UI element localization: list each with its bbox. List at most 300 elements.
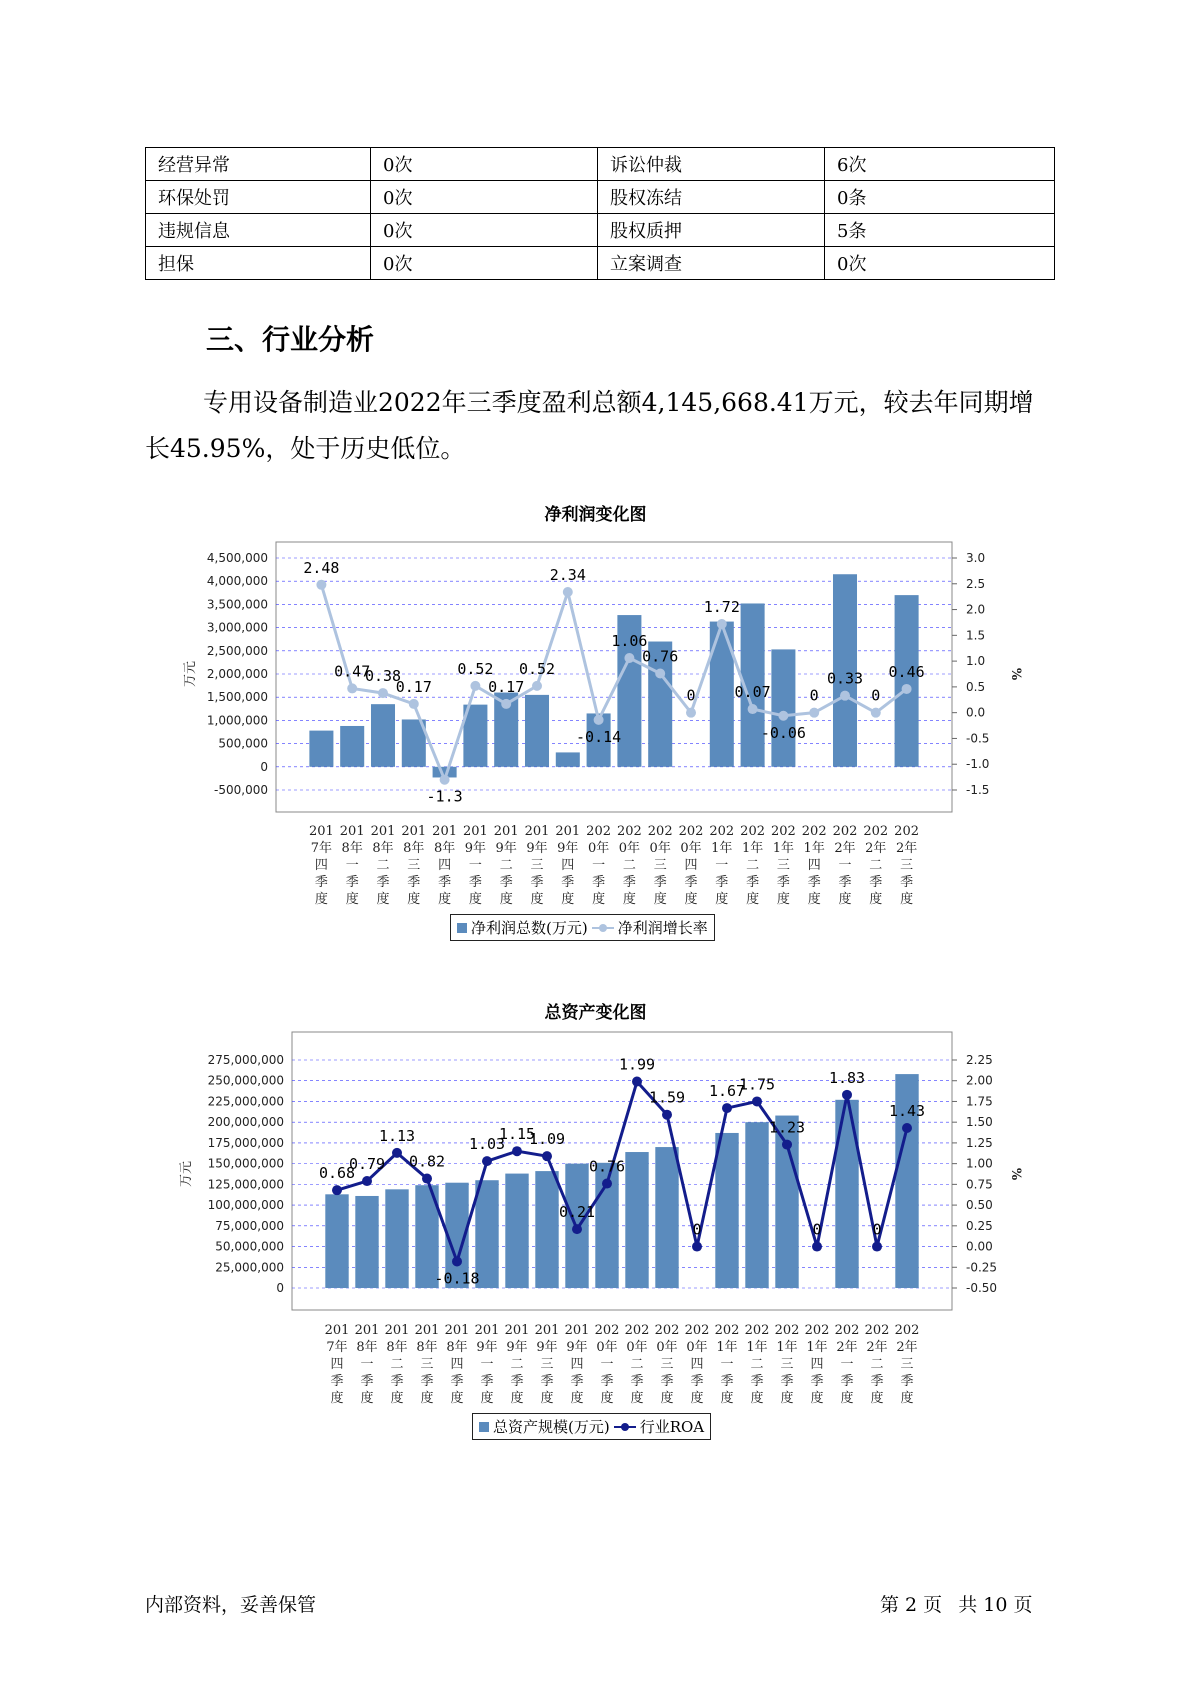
x-tick-label: 一 — [592, 858, 606, 873]
y2-tick-label: 1.00 — [966, 1156, 993, 1171]
x-tick-label: 季 — [840, 1374, 854, 1389]
x-tick-label: 季 — [653, 875, 667, 890]
table-cell: 0次 — [371, 148, 598, 181]
y-tick-label: 2,500,000 — [206, 643, 268, 658]
legend-label: 行业ROA — [639, 1418, 705, 1436]
bar — [625, 1152, 648, 1288]
y-tick-label: -500,000 — [214, 783, 268, 797]
legend-line-swatch — [614, 1422, 636, 1432]
x-tick-label: 201 — [474, 1323, 500, 1338]
table-row — [146, 214, 1055, 247]
data-label: -0.18 — [434, 1269, 480, 1288]
table-cell: 0次 — [371, 214, 598, 247]
data-label: 0 — [692, 1220, 702, 1239]
table-cell: 经营异常 — [146, 148, 371, 181]
table-cell: 股权质押 — [598, 214, 825, 247]
legend-line-swatch — [592, 923, 614, 933]
line-point — [316, 580, 326, 590]
data-label: 1.06 — [611, 632, 648, 651]
x-tick-label: 季 — [390, 1374, 404, 1389]
line-point — [778, 711, 788, 721]
y-tick-label: 3,000,000 — [206, 620, 268, 635]
x-tick-label: 202 — [684, 1323, 710, 1338]
y-tick-label: 4,500,000 — [206, 551, 268, 565]
x-tick-label: 二 — [622, 858, 636, 873]
chart-title: 总资产变化图 — [544, 1003, 647, 1023]
y2-tick-label: 2.5 — [966, 576, 986, 591]
x-tick-label: 度 — [900, 892, 914, 907]
x-tick-label: 度 — [499, 892, 513, 907]
line-point — [563, 587, 573, 597]
y2-axis-label: % — [1008, 667, 1023, 681]
x-tick-label: 202 — [647, 824, 673, 839]
x-tick-label: 一 — [838, 858, 852, 873]
y2-tick-label: -0.50 — [966, 1281, 998, 1295]
data-label: 1.72 — [703, 597, 740, 616]
line-point — [332, 1185, 342, 1195]
x-tick-label: 二 — [390, 1357, 404, 1372]
x-tick-label: 0年 — [649, 841, 671, 856]
x-tick-label: 季 — [630, 1374, 644, 1389]
x-tick-label: 201 — [414, 1323, 440, 1338]
data-label: 1.03 — [468, 1135, 506, 1154]
bar — [715, 1133, 738, 1288]
data-label: 0.38 — [364, 667, 402, 686]
x-tick-label: 度 — [480, 1391, 494, 1406]
y-tick-label: 1,000,000 — [206, 713, 268, 728]
x-tick-label: 季 — [376, 875, 390, 890]
table-cell: 诉讼仲裁 — [598, 148, 825, 181]
data-label: 0.52 — [457, 659, 494, 678]
x-tick-label: 季 — [420, 1374, 434, 1389]
data-label: 1.13 — [378, 1126, 416, 1145]
x-tick-label: 201 — [339, 824, 365, 839]
x-tick-label: 季 — [810, 1374, 824, 1389]
x-tick-label: 2年 — [896, 1340, 918, 1355]
x-tick-label: 季 — [499, 875, 513, 890]
bar — [745, 1122, 768, 1288]
x-tick-label: 201 — [384, 1323, 410, 1338]
data-label: 0.47 — [334, 662, 371, 681]
x-tick-label: 三 — [900, 1357, 914, 1372]
x-tick-label: 202 — [801, 824, 827, 839]
y-tick-label: 125,000,000 — [207, 1177, 284, 1192]
y2-axis-label: % — [1008, 1167, 1023, 1181]
x-tick-label: 度 — [900, 1391, 914, 1406]
x-tick-label: 2年 — [895, 841, 918, 856]
y-tick-label: 0 — [276, 1281, 284, 1295]
x-tick-label: 202 — [594, 1323, 620, 1338]
data-label: 0 — [871, 686, 881, 705]
x-tick-label: 度 — [570, 1391, 584, 1406]
x-tick-label: 201 — [324, 1323, 350, 1338]
data-label: 1.83 — [828, 1068, 866, 1087]
y2-tick-label: 1.25 — [966, 1135, 993, 1150]
line-point — [871, 708, 881, 718]
x-tick-label: 二 — [750, 1357, 764, 1372]
x-tick-label: 度 — [776, 892, 790, 907]
line-point — [470, 681, 480, 691]
table-cell: 5条 — [825, 214, 1055, 247]
x-tick-label: 度 — [807, 892, 821, 907]
data-label: 1.59 — [648, 1088, 686, 1107]
x-tick-label: 0年 — [618, 841, 641, 856]
x-tick-label: 202 — [894, 1323, 920, 1338]
x-tick-label: 9年 — [495, 841, 517, 856]
line-point — [840, 691, 850, 701]
x-tick-label: 201 — [534, 1323, 560, 1338]
data-label: 0.33 — [826, 669, 864, 688]
x-tick-label: 二 — [510, 1357, 524, 1372]
y-tick-label: 500,000 — [218, 736, 268, 751]
x-tick-label: 8年 — [341, 841, 363, 856]
x-tick-label: 度 — [561, 892, 575, 907]
x-tick-label: 度 — [840, 1391, 854, 1406]
x-tick-label: 201 — [462, 824, 488, 839]
x-tick-label: 四 — [570, 1357, 584, 1372]
x-tick-label: 度 — [468, 892, 482, 907]
x-tick-label: 三 — [900, 858, 914, 873]
data-label: 0.79 — [348, 1155, 386, 1174]
line-point — [602, 1179, 612, 1189]
line-point — [809, 708, 819, 718]
bar — [309, 731, 333, 767]
table-cell: 0条 — [825, 181, 1055, 214]
line-point — [422, 1174, 432, 1184]
legend-label: 净利润增长率 — [617, 919, 708, 937]
x-tick-label: 度 — [376, 892, 390, 907]
y2-tick-label: -0.5 — [966, 731, 990, 746]
y-tick-label: 250,000,000 — [207, 1073, 284, 1088]
x-tick-label: 201 — [354, 1323, 380, 1338]
x-tick-label: 季 — [407, 875, 421, 890]
x-tick-label: 201 — [555, 824, 581, 839]
line-point — [655, 668, 665, 678]
line-point — [722, 1103, 732, 1113]
data-label: 0.52 — [518, 659, 556, 678]
y2-tick-label: 0.5 — [966, 679, 986, 694]
bar — [525, 695, 549, 767]
x-tick-label: 202 — [714, 1323, 740, 1338]
x-tick-label: 9年 — [557, 841, 579, 856]
x-tick-label: 季 — [684, 875, 698, 890]
x-tick-label: 度 — [390, 1391, 404, 1406]
x-tick-label: 度 — [450, 1391, 464, 1406]
y2-tick-label: 1.50 — [966, 1115, 993, 1130]
net-profit-chart — [0, 520, 1191, 960]
section-title: 三、行业分析 — [206, 323, 375, 356]
data-label: 2.48 — [303, 558, 340, 577]
y2-tick-label: 0.50 — [966, 1198, 993, 1213]
legend-label: 总资产规模(万元) — [493, 1418, 610, 1436]
x-tick-label: 202 — [678, 824, 704, 839]
legend-bar-swatch — [479, 1422, 489, 1432]
y-tick-label: 4,000,000 — [206, 574, 268, 589]
y-tick-label: 1,500,000 — [206, 690, 268, 705]
x-tick-label: 0年 — [686, 1340, 708, 1355]
x-tick-label: 度 — [314, 892, 328, 907]
x-tick-label: 度 — [622, 892, 636, 907]
analysis-paragraph: 专用设备制造业2022年三季度盈利总额4,145,668.41万元，较去年同期增长45.95%，处于历史低位。 — [145, 388, 1034, 463]
x-tick-label: 202 — [654, 1323, 680, 1338]
bar — [340, 726, 364, 767]
x-tick-label: 0年 — [680, 841, 702, 856]
x-tick-label: 201 — [444, 1323, 470, 1338]
data-label: 1.09 — [528, 1130, 566, 1149]
x-tick-label: 201 — [308, 824, 334, 839]
data-label: 0 — [872, 1220, 882, 1239]
x-tick-label: 四 — [690, 1357, 704, 1372]
x-tick-label: 度 — [869, 892, 883, 907]
x-tick-label: 度 — [630, 1391, 644, 1406]
x-tick-label: 度 — [838, 892, 852, 907]
x-tick-label: 202 — [864, 1323, 890, 1338]
x-tick-label: 季 — [561, 875, 575, 890]
x-tick-label: 度 — [407, 892, 421, 907]
line-point — [717, 619, 727, 629]
bar — [371, 704, 395, 767]
legend-bar-swatch — [457, 923, 467, 933]
line-point — [542, 1151, 552, 1161]
x-tick-label: 1年 — [741, 841, 764, 856]
line-point — [902, 684, 912, 694]
x-tick-label: 202 — [616, 824, 642, 839]
chart-title: 净利润变化图 — [544, 505, 647, 525]
x-tick-label: 季 — [622, 875, 636, 890]
y-tick-label: 225,000,000 — [207, 1094, 284, 1109]
line-point — [842, 1090, 852, 1100]
x-tick-label: 1年 — [711, 841, 733, 856]
data-label: 1.75 — [738, 1075, 776, 1094]
data-label: -1.3 — [426, 787, 463, 806]
x-tick-label: 度 — [690, 1391, 704, 1406]
x-tick-label: 三 — [660, 1357, 674, 1372]
line-point — [692, 1242, 702, 1252]
y2-tick-label: -0.25 — [966, 1260, 998, 1275]
y2-tick-label: 1.75 — [966, 1094, 993, 1109]
x-tick-label: 四 — [807, 858, 821, 873]
data-label: -0.14 — [576, 727, 622, 746]
legend-label: 净利润总数(万元) — [471, 919, 588, 937]
x-tick-label: 四 — [810, 1357, 824, 1372]
bar — [505, 1174, 528, 1288]
data-label: 0 — [686, 686, 696, 705]
x-tick-label: 1年 — [776, 1340, 798, 1355]
x-tick-label: 8年 — [433, 841, 456, 856]
x-tick-label: 度 — [438, 892, 452, 907]
table-cell: 0次 — [371, 181, 598, 214]
x-tick-label: 201 — [493, 824, 519, 839]
x-tick-label: 一 — [840, 1357, 854, 1372]
data-label: 1.67 — [708, 1082, 746, 1101]
x-tick-label: 度 — [810, 1391, 824, 1406]
line-point — [632, 1077, 642, 1087]
y-tick-label: 275,000,000 — [207, 1053, 284, 1067]
y2-tick-label: 1.0 — [966, 654, 986, 669]
data-label: 0.68 — [318, 1164, 356, 1183]
y2-tick-label: 2.00 — [966, 1073, 993, 1088]
x-tick-label: 三 — [780, 1357, 794, 1372]
line-point — [378, 688, 388, 698]
x-tick-label: 9年 — [476, 1340, 498, 1355]
x-tick-label: 0年 — [587, 841, 610, 856]
data-label: 0 — [812, 1220, 822, 1239]
x-tick-label: 季 — [540, 1374, 554, 1389]
x-tick-label: 二 — [630, 1357, 644, 1372]
x-tick-label: 季 — [592, 875, 606, 890]
x-tick-label: 四 — [450, 1357, 464, 1372]
data-label: 1.23 — [768, 1118, 806, 1137]
x-tick-label: 二 — [499, 858, 513, 873]
y-tick-label: 25,000,000 — [215, 1260, 284, 1275]
x-tick-label: 8年 — [386, 1340, 408, 1355]
x-tick-label: 9年 — [526, 841, 548, 856]
data-label: 0.46 — [888, 662, 925, 681]
x-tick-label: 季 — [570, 1374, 584, 1389]
x-tick-label: 度 — [715, 892, 729, 907]
x-tick-label: 8年 — [372, 841, 394, 856]
x-tick-label: 度 — [746, 892, 760, 907]
x-tick-label: 季 — [345, 875, 359, 890]
x-tick-label: 度 — [684, 892, 698, 907]
x-tick-label: 9年 — [464, 841, 487, 856]
x-tick-label: 1年 — [716, 1340, 738, 1355]
x-tick-label: 1年 — [772, 841, 795, 856]
x-tick-label: 9年 — [506, 1340, 528, 1355]
x-tick-label: 四 — [561, 858, 575, 873]
data-label: 1.99 — [618, 1055, 656, 1074]
y-tick-label: 150,000,000 — [207, 1156, 284, 1171]
x-tick-label: 季 — [869, 875, 883, 890]
x-tick-label: 度 — [360, 1391, 374, 1406]
x-tick-label: 202 — [863, 824, 889, 839]
line-point — [662, 1110, 672, 1120]
x-tick-label: 季 — [314, 875, 328, 890]
x-tick-label: 202 — [834, 1323, 860, 1338]
bar — [535, 1171, 558, 1288]
bar — [556, 752, 580, 766]
table-cell: 立案调查 — [598, 247, 825, 280]
x-tick-label: 三 — [540, 1357, 554, 1372]
x-tick-label: 四 — [684, 858, 698, 873]
x-tick-label: 202 — [804, 1323, 830, 1338]
x-tick-label: 季 — [530, 875, 544, 890]
y2-tick-label: 0.0 — [966, 705, 986, 720]
table-cell: 0次 — [825, 247, 1055, 280]
x-tick-label: 9年 — [536, 1340, 558, 1355]
x-tick-label: 2年 — [865, 841, 887, 856]
y2-tick-label: -1.5 — [966, 783, 990, 797]
y2-tick-label: 0.25 — [966, 1218, 993, 1233]
line-point — [409, 699, 419, 709]
line-point — [812, 1242, 822, 1252]
bar — [895, 595, 919, 767]
x-tick-label: 201 — [524, 824, 550, 839]
x-tick-label: 季 — [468, 875, 482, 890]
x-tick-label: 1年 — [806, 1340, 828, 1355]
x-tick-label: 季 — [438, 875, 452, 890]
x-tick-label: 季 — [330, 1374, 344, 1389]
data-label: 0.76 — [642, 647, 679, 666]
x-tick-label: 2年 — [866, 1340, 888, 1355]
x-tick-label: 季 — [450, 1374, 464, 1389]
x-tick-label: 0年 — [596, 1340, 618, 1355]
x-tick-label: 一 — [715, 858, 729, 873]
data-label: 0 — [809, 686, 819, 705]
x-tick-label: 度 — [780, 1391, 794, 1406]
table-cell: 股权冻结 — [598, 181, 825, 214]
y-axis-label: 万元 — [179, 1160, 194, 1188]
data-label: 2.34 — [549, 566, 586, 585]
data-label: 1.43 — [888, 1101, 926, 1120]
line-point — [624, 653, 634, 663]
x-tick-label: 季 — [720, 1374, 734, 1389]
x-tick-label: 四 — [438, 858, 452, 873]
data-label: 1.15 — [498, 1125, 536, 1144]
x-tick-label: 四 — [314, 858, 328, 873]
y-tick-label: 200,000,000 — [207, 1115, 284, 1130]
x-tick-label: 202 — [624, 1323, 650, 1338]
x-tick-label: 度 — [600, 1391, 614, 1406]
x-tick-label: 一 — [468, 858, 482, 873]
table-row — [146, 181, 1055, 214]
line-point — [452, 1256, 462, 1266]
x-tick-label: 202 — [894, 824, 920, 839]
x-tick-label: 季 — [807, 875, 821, 890]
y2-tick-label: -1.0 — [966, 757, 990, 772]
x-tick-label: 季 — [900, 1374, 914, 1389]
line-point — [347, 683, 357, 693]
x-tick-label: 一 — [360, 1357, 374, 1372]
bar — [385, 1189, 408, 1288]
footer-page-number — [880, 1590, 1042, 1617]
x-tick-label: 8年 — [356, 1340, 378, 1355]
x-tick-label: 8年 — [416, 1340, 438, 1355]
total-pages-label: 共 10 页 — [958, 1594, 1033, 1616]
x-tick-label: 一 — [345, 858, 359, 873]
y2-tick-label: 0.00 — [966, 1239, 993, 1254]
line-point — [440, 775, 450, 785]
x-tick-label: 季 — [690, 1374, 704, 1389]
y2-tick-label: 1.5 — [966, 628, 986, 643]
line-point — [532, 681, 542, 691]
y-tick-label: 0 — [260, 759, 268, 774]
x-tick-label: 三 — [530, 858, 544, 873]
y-tick-label: 175,000,000 — [207, 1135, 284, 1150]
bar — [655, 1147, 678, 1288]
table-row — [146, 247, 1055, 280]
x-tick-label: 季 — [600, 1374, 614, 1389]
x-tick-label: 度 — [530, 892, 544, 907]
line-point — [594, 715, 604, 725]
x-tick-label: 8年 — [446, 1340, 468, 1355]
data-label: 0.82 — [408, 1152, 446, 1171]
page-label: 第 2 页 — [880, 1594, 943, 1616]
x-tick-label: 0年 — [656, 1340, 678, 1355]
y-tick-label: 3,500,000 — [206, 597, 268, 612]
x-tick-label: 度 — [660, 1391, 674, 1406]
table-cell: 0次 — [371, 247, 598, 280]
x-tick-label: 一 — [720, 1357, 734, 1372]
bar — [355, 1196, 378, 1288]
x-tick-label: 季 — [746, 875, 760, 890]
y-tick-label: 50,000,000 — [215, 1239, 284, 1254]
x-tick-label: 9年 — [566, 1340, 588, 1355]
x-tick-label: 202 — [744, 1323, 770, 1338]
x-tick-label: 7年 — [310, 841, 333, 856]
x-tick-label: 二 — [746, 858, 760, 873]
y-axis-label: 万元 — [183, 660, 198, 688]
